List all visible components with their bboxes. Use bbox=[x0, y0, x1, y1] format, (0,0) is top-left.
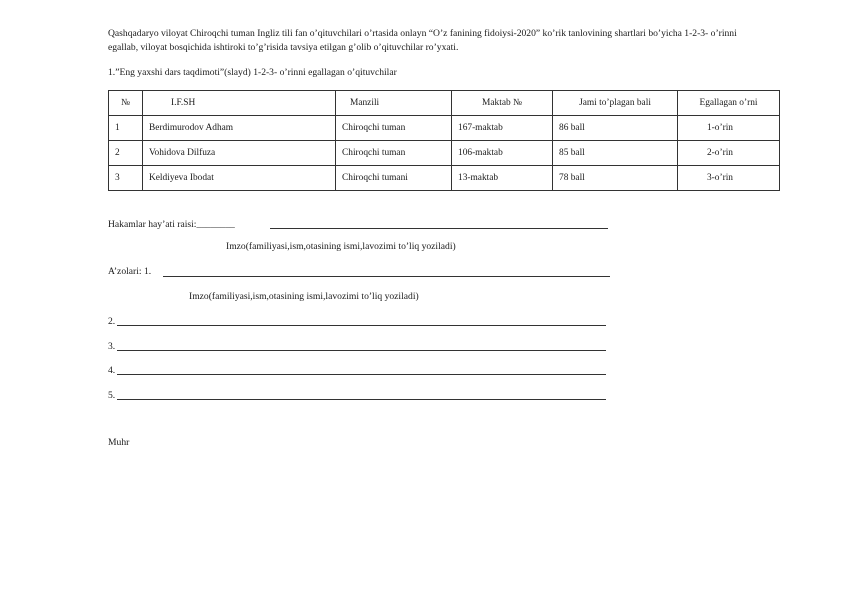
cell-place: 1-o’rin bbox=[678, 116, 780, 141]
member-2-signature-line bbox=[117, 325, 606, 326]
cell-address: Chiroqchi tuman bbox=[336, 116, 452, 141]
cell-school: 106-maktab bbox=[452, 141, 553, 166]
seal-label: Muhr bbox=[108, 437, 130, 448]
header-full-name: I.F.SH bbox=[143, 91, 336, 116]
header-address: Manzili bbox=[336, 91, 452, 116]
table-row bbox=[109, 166, 780, 191]
cell-total-score: 86 ball bbox=[553, 116, 678, 141]
header-place: Egallagan o’rni bbox=[678, 91, 780, 116]
cell-full-name: Keldiyeva Ibodat bbox=[143, 166, 336, 191]
cell-place: 2-o’rin bbox=[678, 141, 780, 166]
member-1-signature-line bbox=[163, 276, 610, 277]
cell-address: Chiroqchi tuman bbox=[336, 141, 452, 166]
cell-full-name: Berdimurodov Adham bbox=[143, 116, 336, 141]
section-title: 1.”Eng yaxshi dars taqdimoti”(slayd) 1-2-3- o’rinni egallagan o’qituvchilar bbox=[108, 67, 397, 78]
cell-address: Chiroqchi tumani bbox=[336, 166, 452, 191]
header-school: Maktab № bbox=[452, 91, 553, 116]
member-4-label: 4. bbox=[108, 365, 116, 376]
chair-signature-line bbox=[270, 228, 608, 229]
header-total-score: Jami to’plagan bali bbox=[553, 91, 678, 116]
cell-school: 13-maktab bbox=[452, 166, 553, 191]
header-number: № bbox=[109, 91, 143, 116]
member-3-label: 3. bbox=[108, 341, 116, 352]
members-signature-note: Imzo(familiyasi,ism,otasining ismi,lavozimi to’liq yoziladi) bbox=[189, 291, 419, 302]
cell-school: 167-maktab bbox=[452, 116, 553, 141]
member-4-signature-line bbox=[117, 374, 606, 375]
intro-paragraph: Qashqadaryo viloyat Chiroqchi tuman Ingliz tili fan o’qituvchilari o’rtasida onlayn “O’z fanining fidoiysi-2020” ko’rik tanlovining shartlari bo’yicha 1-2-3- o’rinni egallab, viloyat bosqichida ishtiroki to’g’risida tavsiya etilgan g’olib o’qituvchilar ro’yxati. bbox=[108, 28, 737, 53]
members-label: A’zolari: 1. bbox=[108, 266, 152, 277]
chair-signature-note: Imzo(familiyasi,ism,otasining ismi,lavozimi to’liq yoziladi) bbox=[226, 241, 456, 252]
cell-total-score: 85 ball bbox=[553, 141, 678, 166]
member-5-signature-line bbox=[117, 399, 606, 400]
table-row bbox=[109, 116, 780, 141]
cell-total-score: 78 ball bbox=[553, 166, 678, 191]
member-3-signature-line bbox=[117, 350, 606, 351]
cell-number: 3 bbox=[109, 166, 143, 191]
table-row bbox=[109, 141, 780, 166]
chair-label: Hakamlar hay’ati raisi:________ bbox=[108, 219, 235, 230]
member-2-label: 2. bbox=[108, 316, 116, 327]
cell-number: 2 bbox=[109, 141, 143, 166]
table-header-row bbox=[109, 91, 780, 116]
cell-full-name: Vohidova Dilfuza bbox=[143, 141, 336, 166]
cell-number: 1 bbox=[109, 116, 143, 141]
member-5-label: 5. bbox=[108, 390, 116, 401]
cell-place: 3-o’rin bbox=[678, 166, 780, 191]
results-table bbox=[108, 90, 780, 191]
